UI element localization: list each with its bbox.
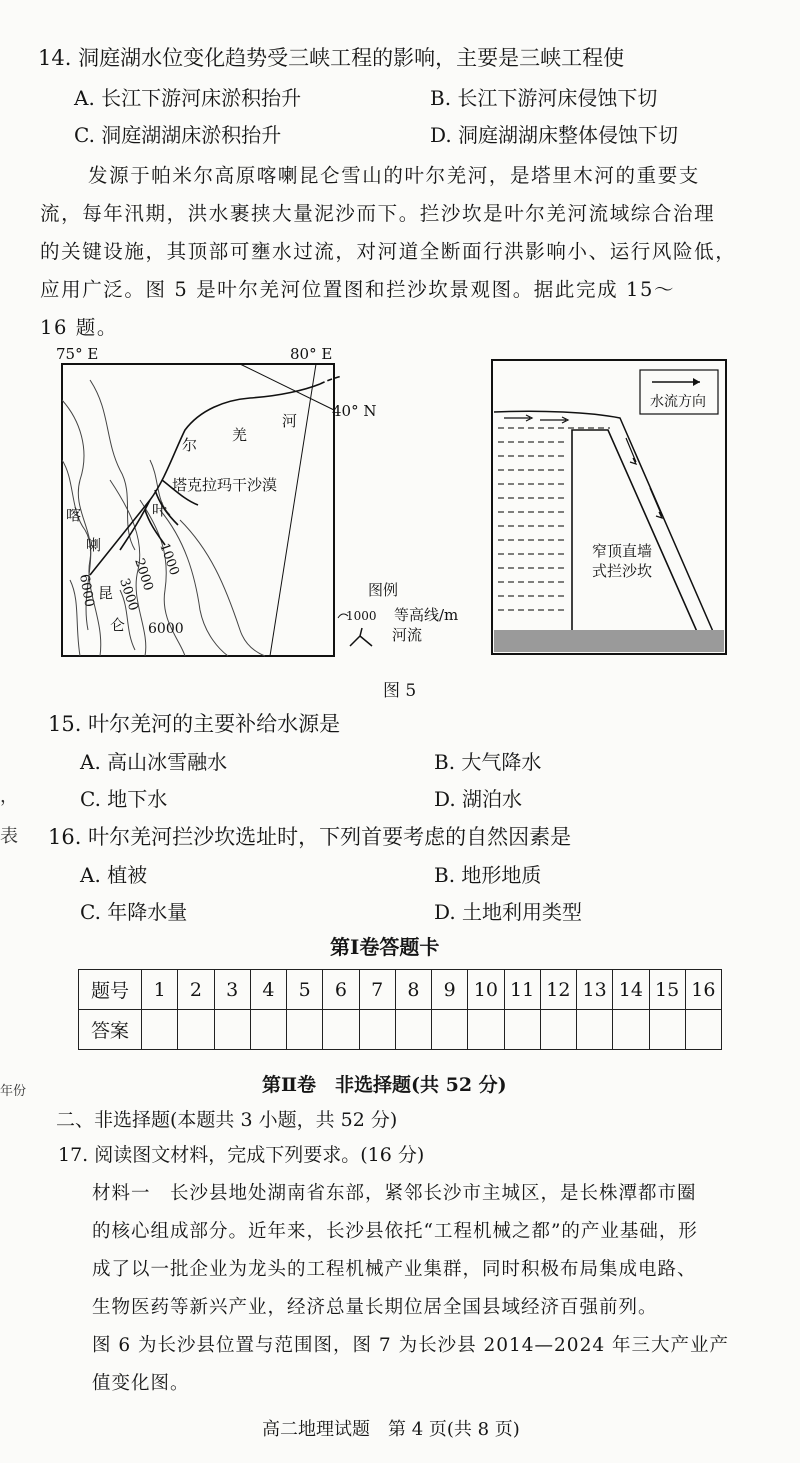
q16-option-c: C. 年降水量 bbox=[80, 900, 188, 924]
question-number-cell: 11 bbox=[504, 970, 540, 1010]
yarkand-river-map bbox=[50, 340, 470, 670]
q16-option-a: A. 植被 bbox=[80, 863, 148, 887]
q17-stem: 17. 阅读图文材料，完成下列要求。(16 分) bbox=[58, 1144, 425, 1166]
question-number-cell: 16 bbox=[685, 970, 721, 1010]
question-number-cell: 2 bbox=[178, 970, 214, 1010]
question-number-cell: 12 bbox=[540, 970, 576, 1010]
map-lon-left: 75° E bbox=[56, 345, 99, 363]
map-river-char-4: 河 bbox=[282, 412, 298, 430]
passage-line-3: 的关键设施，其顶部可壅水过流，对河道全断面行洪影响小、运行风险低， bbox=[40, 240, 737, 263]
map-contour-2000: 2000 bbox=[131, 556, 156, 593]
question-number-cell: 6 bbox=[323, 970, 359, 1010]
answer-cell[interactable] bbox=[142, 1010, 178, 1050]
question-number-cell: 14 bbox=[613, 970, 649, 1010]
answer-cell[interactable] bbox=[613, 1010, 649, 1050]
question-number-cell: 3 bbox=[214, 970, 250, 1010]
edge-mark-char: 表 bbox=[0, 826, 18, 847]
passage-line-4: 应用广泛。图 5 是叶尔羌河位置图和拦沙坎景观图。据此完成 15～ bbox=[40, 278, 676, 301]
map-mountain-char-1: 喀 bbox=[66, 506, 82, 524]
answer-card-title: 第Ⅰ卷答题卡 bbox=[330, 935, 440, 959]
answer-cell[interactable] bbox=[359, 1010, 395, 1050]
map-contour-1000: 1000 bbox=[156, 541, 182, 578]
dam-body bbox=[572, 430, 702, 643]
question-number-cell: 9 bbox=[432, 970, 468, 1010]
answer-cell[interactable] bbox=[649, 1010, 685, 1050]
map-lon-right: 80° E bbox=[290, 345, 333, 363]
q15-stem: 15. 叶尔羌河的主要补给水源是 bbox=[48, 712, 341, 736]
answer-card-row1-label: 题号 bbox=[79, 970, 142, 1010]
edge-mark-year: 年份 bbox=[0, 1084, 27, 1099]
map-mountain-char-3: 昆 bbox=[98, 584, 114, 602]
answer-cell[interactable] bbox=[214, 1010, 250, 1050]
page-footer: 高二地理试题 第 4 页(共 8 页) bbox=[262, 1419, 520, 1440]
map-contour-6000-b: 6000 bbox=[148, 621, 184, 637]
q16-stem: 16. 叶尔羌河拦沙坎选址时，下列首要考虑的自然因素是 bbox=[48, 825, 572, 849]
answer-card-number-row bbox=[79, 970, 722, 1010]
material-line-1: 材料一 长沙县地处湖南省东部，紧邻长沙市主城区，是长株潭都市圈 bbox=[92, 1183, 697, 1204]
map-legend-title: 图例 bbox=[368, 581, 399, 599]
map-legend-contour-sample: 1000 bbox=[346, 609, 377, 623]
q15-option-a: A. 高山冰雪融水 bbox=[80, 750, 228, 774]
answer-cell[interactable] bbox=[323, 1010, 359, 1050]
question-number-cell: 5 bbox=[287, 970, 323, 1010]
riverbed-base bbox=[494, 630, 724, 652]
flow-arrow-head bbox=[693, 378, 700, 386]
question-number-cell: 4 bbox=[250, 970, 286, 1010]
question-number-cell: 15 bbox=[649, 970, 685, 1010]
material-line-4: 生物医药等新兴产业，经济总量长期位居全国县域经济百强前列。 bbox=[92, 1297, 658, 1318]
map-mountain-char-4: 仑 bbox=[110, 616, 126, 634]
section2-subtitle: 二、非选择题(本题共 3 小题，共 52 分) bbox=[56, 1109, 398, 1131]
answer-cell[interactable] bbox=[577, 1010, 613, 1050]
q14-option-b: B. 长江下游河床侵蚀下切 bbox=[430, 86, 658, 110]
passage-line-2: 流，每年汛期，洪水裹挟大量泥沙而下。拦沙坎是叶尔羌河流域综合治理 bbox=[40, 202, 716, 225]
q15-option-d: D. 湖泊水 bbox=[434, 787, 523, 811]
map-contour-3000: 3000 bbox=[116, 576, 141, 613]
answer-cell[interactable] bbox=[178, 1010, 214, 1050]
answer-card-row2-label: 答案 bbox=[79, 1010, 142, 1050]
answer-cell[interactable] bbox=[504, 1010, 540, 1050]
map-latitude-line bbox=[240, 364, 334, 410]
question-number-cell: 8 bbox=[395, 970, 431, 1010]
question-number-cell: 13 bbox=[577, 970, 613, 1010]
q14-option-c: C. 洞庭湖湖床淤积抬升 bbox=[74, 123, 282, 147]
question-number-cell: 7 bbox=[359, 970, 395, 1010]
map-mountain-char-2: 喇 bbox=[86, 536, 102, 554]
passage-line-5: 16 题。 bbox=[40, 316, 119, 339]
map-lat-label: 40° N bbox=[332, 402, 377, 420]
answer-card-answer-row bbox=[79, 1010, 722, 1050]
map-contour-6000-a: 6000 bbox=[76, 573, 97, 609]
q15-option-b: B. 大气降水 bbox=[434, 750, 542, 774]
material-line-3: 成了以一批企业为龙头的工程机械产业集群，同时积极布局集成电路、 bbox=[92, 1259, 697, 1280]
q14-stem: 14. 洞庭湖水位变化趋势受三峡工程的影响，主要是三峡工程使 bbox=[38, 46, 625, 70]
surface-flow-arrows bbox=[504, 415, 568, 423]
dam-label-2: 式拦沙坎 bbox=[592, 562, 653, 580]
answer-cell[interactable] bbox=[685, 1010, 721, 1050]
map-river-char-1: 叶 bbox=[152, 501, 168, 519]
section2-title: 第Ⅱ卷 非选择题(共 52 分) bbox=[262, 1074, 507, 1096]
flow-label: 水流方向 bbox=[650, 394, 706, 410]
material-line-6: 值变化图。 bbox=[92, 1373, 190, 1394]
material-line-2: 的核心组成部分。近年来，长沙县依托“工程机械之都”的产业基础，形 bbox=[92, 1221, 698, 1242]
edge-mark-comma: ， bbox=[0, 786, 18, 807]
figure-caption: 图 5 bbox=[383, 681, 417, 701]
map-meridian-line bbox=[270, 364, 316, 656]
q15-option-c: C. 地下水 bbox=[80, 787, 168, 811]
question-number-cell: 1 bbox=[142, 970, 178, 1010]
q16-option-b: B. 地形地质 bbox=[434, 863, 542, 887]
answer-card-table bbox=[78, 969, 722, 1050]
map-river-char-2: 尔 bbox=[182, 436, 198, 454]
answer-cell[interactable] bbox=[395, 1010, 431, 1050]
answer-cell[interactable] bbox=[432, 1010, 468, 1050]
map-river-char-3: 羌 bbox=[232, 426, 248, 444]
q16-option-d: D. 土地利用类型 bbox=[434, 900, 583, 924]
map-desert-label: 塔克拉玛干沙漠 bbox=[172, 476, 278, 494]
answer-cell[interactable] bbox=[287, 1010, 323, 1050]
q14-option-a: A. 长江下游河床淤积抬升 bbox=[74, 86, 302, 110]
legend-river-symbol bbox=[350, 628, 372, 646]
passage-line-1: 发源于帕米尔高原喀喇昆仑雪山的叶尔羌河，是塔里木河的重要支 bbox=[88, 164, 700, 187]
q14-option-d: D. 洞庭湖湖床整体侵蚀下切 bbox=[430, 123, 679, 147]
answer-cell[interactable] bbox=[540, 1010, 576, 1050]
check-dam-diagram bbox=[490, 358, 730, 658]
question-number-cell: 10 bbox=[468, 970, 504, 1010]
material-line-5: 图 6 为长沙县位置与范围图，图 7 为长沙县 2014—2024 年三大产业产 bbox=[92, 1335, 729, 1356]
answer-cell[interactable] bbox=[250, 1010, 286, 1050]
map-legend-contour-label: 等高线/m bbox=[394, 606, 459, 624]
answer-cell[interactable] bbox=[468, 1010, 504, 1050]
map-legend-river-label: 河流 bbox=[392, 626, 423, 644]
dam-label-1: 窄顶直墙 bbox=[592, 542, 653, 560]
